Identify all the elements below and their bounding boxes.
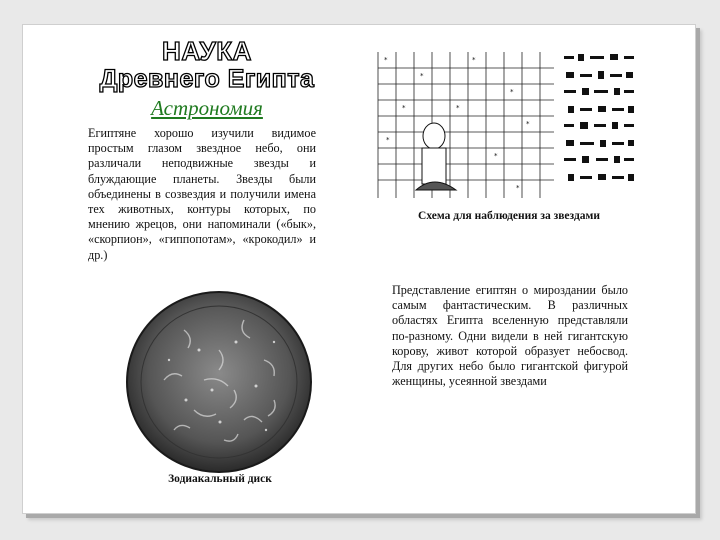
svg-text:*: * — [516, 184, 520, 192]
svg-text:*: * — [510, 88, 514, 96]
slide-title-line1: НАУКА — [162, 36, 252, 66]
zodiac-disk-image — [124, 290, 314, 475]
scheme-caption: Схема для наблюдения за звездами — [418, 210, 600, 222]
paragraph-universe: Представление египтян о мироздании было самым фантастическим. В различных областях Египта вселенную представляли по-разному. Одни видели в ней гигантскую корову, живот которой образует небосвод. Для других небо было гигантской фигурой женщины, усеянной звездами — [392, 283, 628, 389]
star-observation-scheme-image — [376, 50, 638, 200]
paragraph-stars: Египтяне хорошо изучили видимое простым глазом звездное небо, они различали неподвижные звезды и блуждающие планеты. Звезды были объединены в созвездия и получили имена тех животных, контуры которых, по мнению жрецов, они напоминали («бык», «скорпион», «гиппопотам», «крокодил» и др.) — [88, 126, 316, 262]
svg-text:*: * — [456, 104, 460, 112]
svg-text:*: * — [472, 56, 476, 64]
svg-text:*: * — [402, 104, 406, 112]
svg-text:*: * — [384, 56, 388, 64]
svg-text:*: * — [420, 72, 424, 80]
slide-title-line2: Древнего Египта — [99, 65, 315, 93]
svg-text:*: * — [494, 152, 498, 160]
slide-subtitle: Астрономия — [151, 96, 263, 120]
svg-text:*: * — [526, 120, 530, 128]
zodiac-disk-caption: Зодиакальный диск — [168, 473, 272, 485]
svg-text:*: * — [386, 136, 390, 144]
